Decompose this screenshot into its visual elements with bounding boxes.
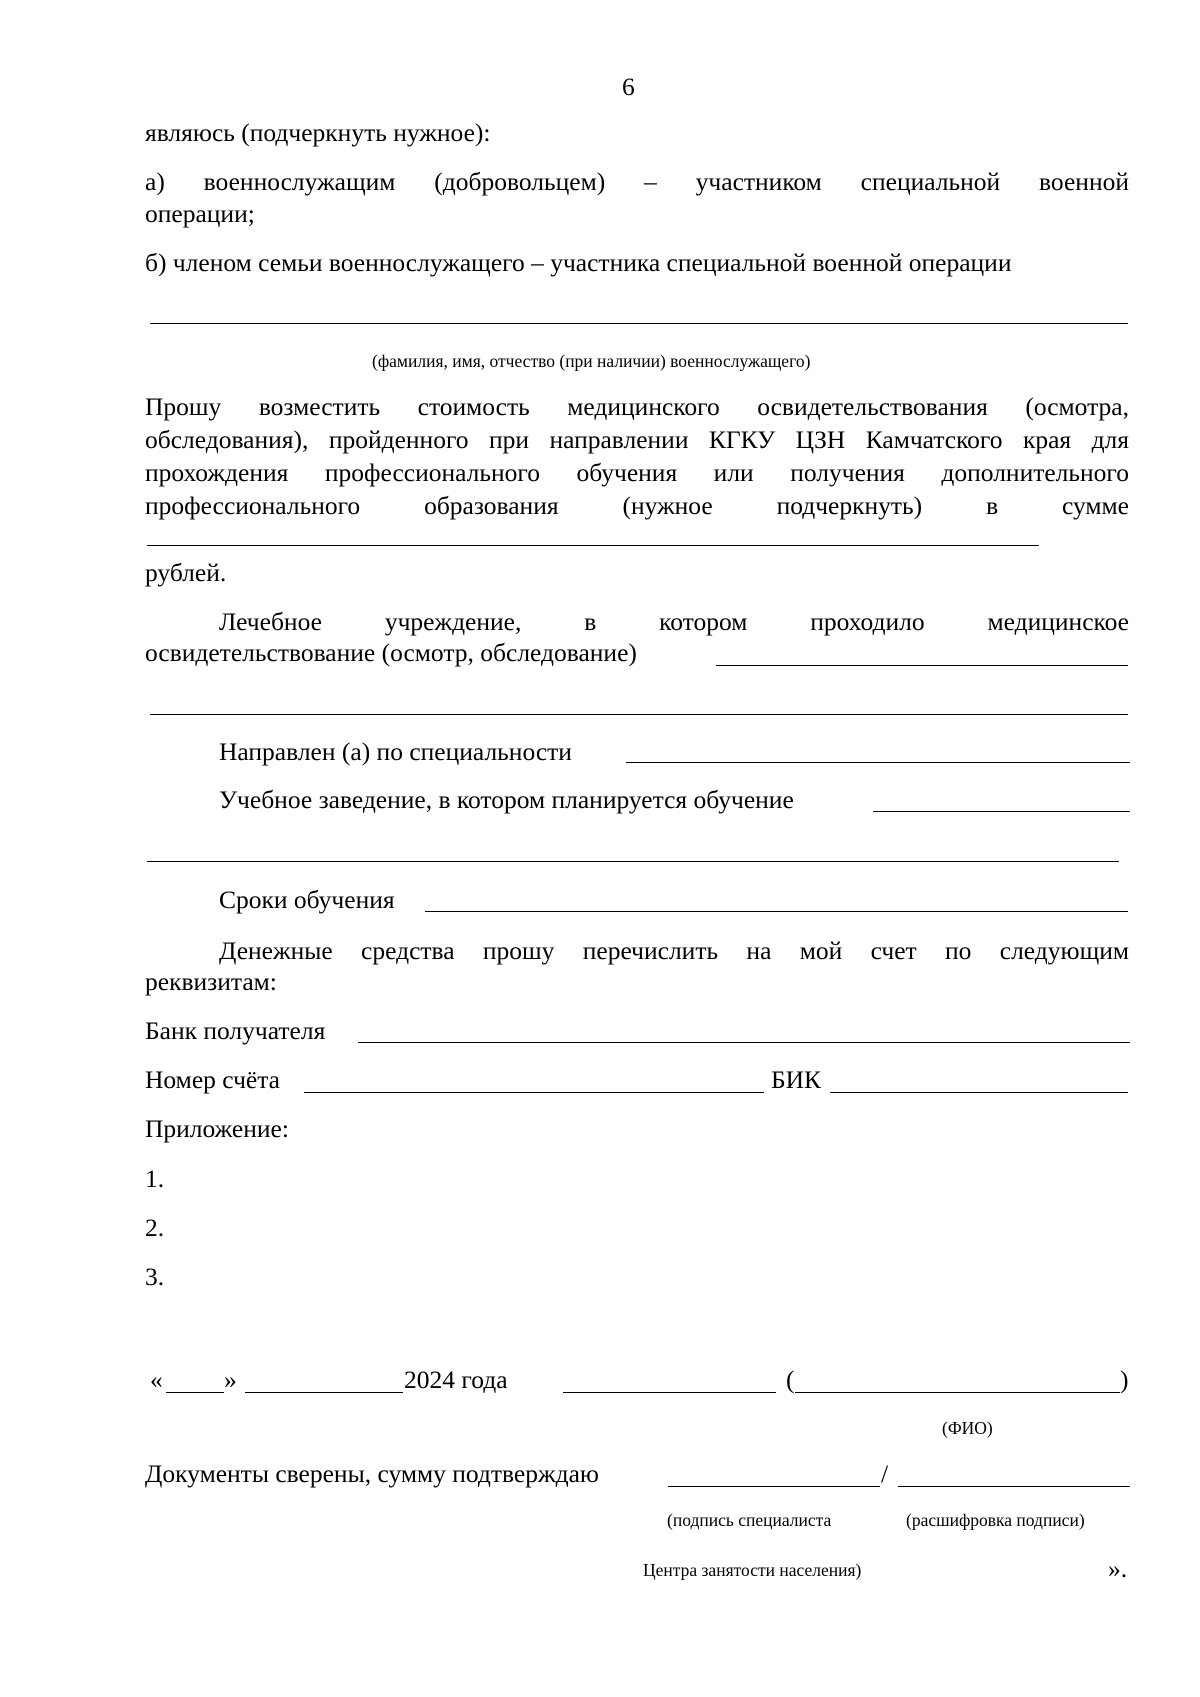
request-line-3: прохождения профессионального обучения или получения дополнительного — [145, 458, 1129, 487]
servicemember-name-line[interactable] — [150, 323, 1128, 324]
payment-line-1: Денежные средства прошу перечислить на мой счет по следующим — [219, 936, 1129, 965]
specialty-label: Направлен (а) по специальности — [219, 737, 572, 766]
signature-line[interactable] — [563, 1392, 776, 1393]
account-label: Номер счёта — [145, 1065, 280, 1094]
rubles-text: рублей. — [145, 558, 227, 587]
payment-line-2: реквизитам: — [145, 967, 277, 996]
fio-paren-close: ) — [1120, 1365, 1129, 1394]
fio-caption: (ФИО) — [942, 1418, 993, 1438]
attachments-label: Приложение: — [145, 1114, 289, 1143]
medical-institution-line-1[interactable] — [716, 665, 1128, 666]
institution-label: Учебное заведение, в котором планируется обучение — [219, 785, 794, 814]
bank-line[interactable] — [358, 1042, 1130, 1043]
attachment-item-3: 3. — [145, 1262, 165, 1291]
date-year-text: 2024 года — [404, 1365, 508, 1394]
page-number: 6 — [622, 72, 635, 101]
date-month-line[interactable] — [245, 1392, 403, 1393]
fio-paren-open: ( — [786, 1365, 795, 1394]
medical-line-1: Лечебное учреждение, в котором проходило медицинское — [219, 607, 1129, 636]
fio-line[interactable] — [795, 1392, 1120, 1393]
option-a-line1: а) военнослужащим (добровольцем) – участником специальной военной — [145, 167, 1129, 196]
request-line-1: Прошу возместить стоимость медицинского освидетельствования (осмотра, — [145, 392, 1129, 421]
signature-decoding-line[interactable] — [898, 1486, 1130, 1487]
option-a-line2: операции; — [145, 199, 255, 228]
amount-line[interactable] — [147, 545, 1039, 546]
verified-label: Документы сверены, сумму подтверждаю — [145, 1459, 599, 1488]
bank-label: Банк получателя — [145, 1016, 326, 1045]
slash-separator: / — [881, 1459, 889, 1488]
medical-institution-line-2[interactable] — [150, 714, 1128, 715]
employment-center-caption: Центра занятости населения) — [643, 1560, 862, 1580]
bik-line[interactable] — [830, 1092, 1128, 1093]
specialty-line[interactable] — [626, 762, 1130, 763]
date-close-quote: » — [224, 1365, 237, 1394]
attachment-item-2: 2. — [145, 1213, 165, 1242]
intro-text: являюсь (подчеркнуть нужное): — [145, 118, 491, 147]
closing-quote: ». — [1108, 1554, 1128, 1583]
signature-decoding-caption: (расшифровка подписи) — [906, 1510, 1085, 1530]
servicemember-caption: (фамилия, имя, отчество (при наличии) военнослужащего) — [372, 351, 811, 371]
terms-label: Сроки обучения — [219, 885, 395, 914]
account-line[interactable] — [304, 1092, 764, 1093]
request-line-2: обследования), пройденного при направлении КГКУ ЦЗН Камчатского края для — [145, 425, 1129, 454]
medical-line-2: освидетельствование (осмотр, обследование) — [145, 638, 637, 667]
institution-line-1[interactable] — [873, 811, 1130, 812]
date-open-quote: « — [150, 1365, 163, 1394]
terms-line[interactable] — [425, 911, 1128, 912]
institution-line-2[interactable] — [147, 861, 1119, 862]
option-b: б) членом семьи военнослужащего – участника специальной военной операции — [145, 248, 1012, 277]
specialist-signature-line[interactable] — [668, 1486, 880, 1487]
attachment-item-1: 1. — [145, 1164, 165, 1193]
date-day-line[interactable] — [166, 1392, 224, 1393]
request-line-4: профессионального образования (нужное подчеркнуть) в сумме — [145, 491, 1129, 520]
bik-label: БИК — [771, 1065, 822, 1094]
specialist-signature-caption: (подпись специалиста — [667, 1510, 832, 1530]
